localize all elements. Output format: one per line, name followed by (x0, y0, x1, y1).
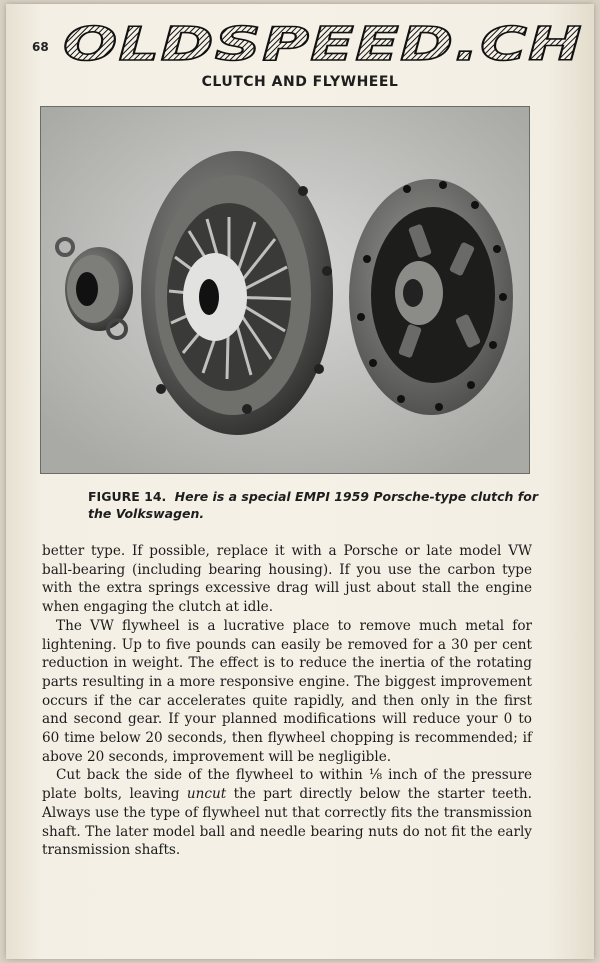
figure-label: FIGURE 14. (88, 489, 167, 504)
pressure-plate-illustration (141, 151, 333, 435)
paragraph-3-emphasis: uncut (186, 786, 227, 803)
book-page (6, 4, 594, 959)
logo-text: OLDSPEED.CH (63, 22, 583, 66)
paragraph-3-start: Cut back the side of the flywheel to within ⅛ inch of the pressure plate bolts, leaving (42, 767, 532, 803)
running-head: CLUTCH AND FLYWHEEL (201, 74, 399, 90)
page-number: 68 (32, 40, 49, 54)
paragraph-3-end: the part directly below the starter teeth. Always use the type of flywheel nut that correctly fits the transmission shaft. The later model ball and needle bearing nuts do not fit the early transmission shafts. (42, 786, 532, 859)
paragraph-2: The VW flywheel is a lucrative place to remove much metal for lightening. Up to five pounds can easily be removed for a 30 per cent reduction in weight. The effect is to reduce the inertia of the rotating parts resulting in a more responsive engine. The biggest improvement occurs if the car accelerates quite rapidly, and then only in the first and second gear. If your planned modifications will reduce your 0 to 60 time below 20 seconds, then flywheel chopping is recommended; if above 20 seconds, improvement will be negligible. (42, 617, 532, 765)
paragraph-3 (42, 766, 532, 860)
figure-caption-text: Here is a special EMPI 1959 Porsche-type clutch for the Volkswagen. (88, 489, 538, 521)
figure-caption (88, 488, 548, 522)
paragraph-1: better type. If possible, replace it with a Porsche or late model VW ball-bearing (including bearing housing). If you use the carbon type with the extra springs excessive drag will just about stall the engine when engaging the clutch at idle. (42, 543, 532, 616)
oldspeed-logo (58, 22, 588, 66)
clutch-disc-illustration (349, 179, 513, 415)
clutch-photo (40, 106, 530, 474)
body-text (42, 542, 532, 860)
